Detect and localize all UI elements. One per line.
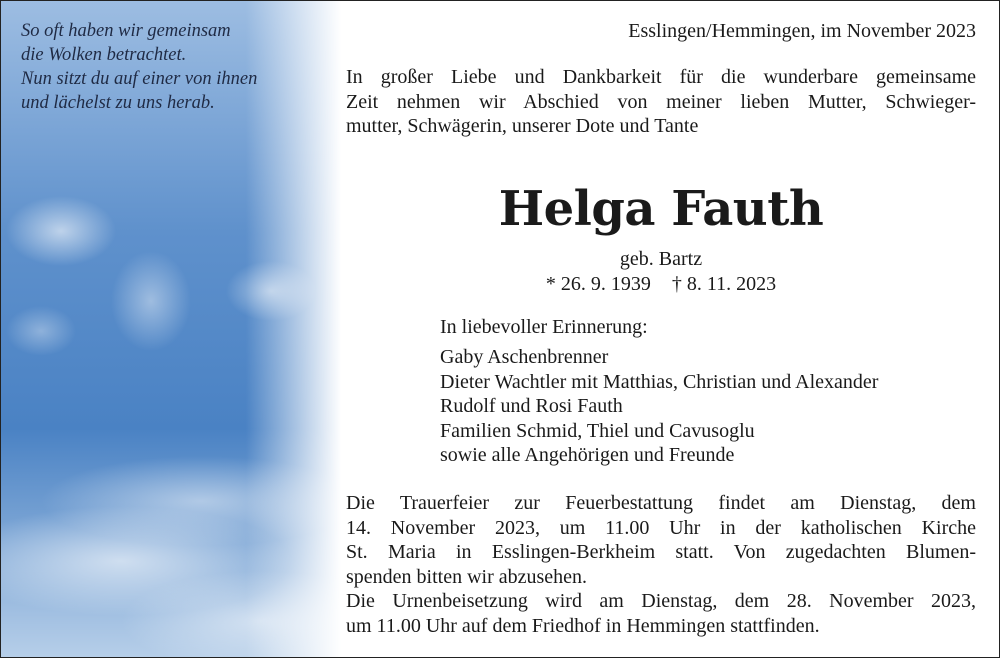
birth-date: * 26. 9. 1939	[545, 273, 651, 295]
service-line: 14. November 2023, um 11.00 Uhr in der katholischen Kirche	[346, 516, 976, 539]
life-dates	[346, 272, 976, 297]
burial-line: Die Urnenbeisetzung wird am Dienstag, dem 28. November 2023,	[346, 590, 976, 612]
poem-line: die Wolken betrachtet.	[21, 45, 187, 65]
mourner-entry: sowie alle Angehörigen und Freunde	[440, 444, 735, 466]
service-details	[346, 491, 976, 638]
service-line: Die Trauerfeier zur Feuerbestattung findet am Dienstag, dem	[346, 492, 976, 514]
service-line: St. Maria in Esslingen-Berkheim statt. Von zugedachten Blumen-	[346, 541, 976, 563]
place-date: Esslingen/Hemmingen, im November 2023	[628, 20, 976, 42]
deceased-name: Helga Fauth	[498, 181, 824, 237]
intro-line: Zeit nehmen wir Abschied von meiner lieben Mutter, Schwieger-	[346, 90, 976, 113]
mourner-entry: Rudolf und Rosi Fauth	[440, 395, 623, 417]
intro-line: In großer Liebe und Dankbarkeit für die wunderbare gemeinsame	[346, 66, 976, 88]
memory-heading: In liebevoller Erinnerung:	[440, 316, 648, 338]
poem-line: Nun sitzt du auf einer von ihnen	[21, 69, 258, 89]
mourner-entry: Dieter Wachtler mit Matthias, Christian und Alexander	[440, 370, 879, 393]
intro-paragraph	[346, 65, 976, 139]
death-date: † 8. 11. 2023	[671, 273, 777, 295]
mourner-entry: Familien Schmid, Thiel und Cavusoglu	[440, 419, 755, 442]
poem-verse	[21, 19, 321, 115]
intro-line: mutter, Schwägerin, unserer Dote und Tante	[346, 115, 699, 137]
mourner-entry: Gaby Aschenbrenner	[440, 346, 609, 368]
burial-line: um 11.00 Uhr auf dem Friedhof in Hemmingen stattfinden.	[346, 614, 820, 637]
service-line: spenden bitten wir abzusehen.	[346, 565, 588, 588]
poem-line: So oft haben wir gemeinsam	[21, 21, 231, 41]
maiden-name: geb. Bartz	[619, 248, 703, 270]
mourners-list	[440, 345, 878, 468]
poem-line: und lächelst zu uns herab.	[21, 93, 215, 113]
